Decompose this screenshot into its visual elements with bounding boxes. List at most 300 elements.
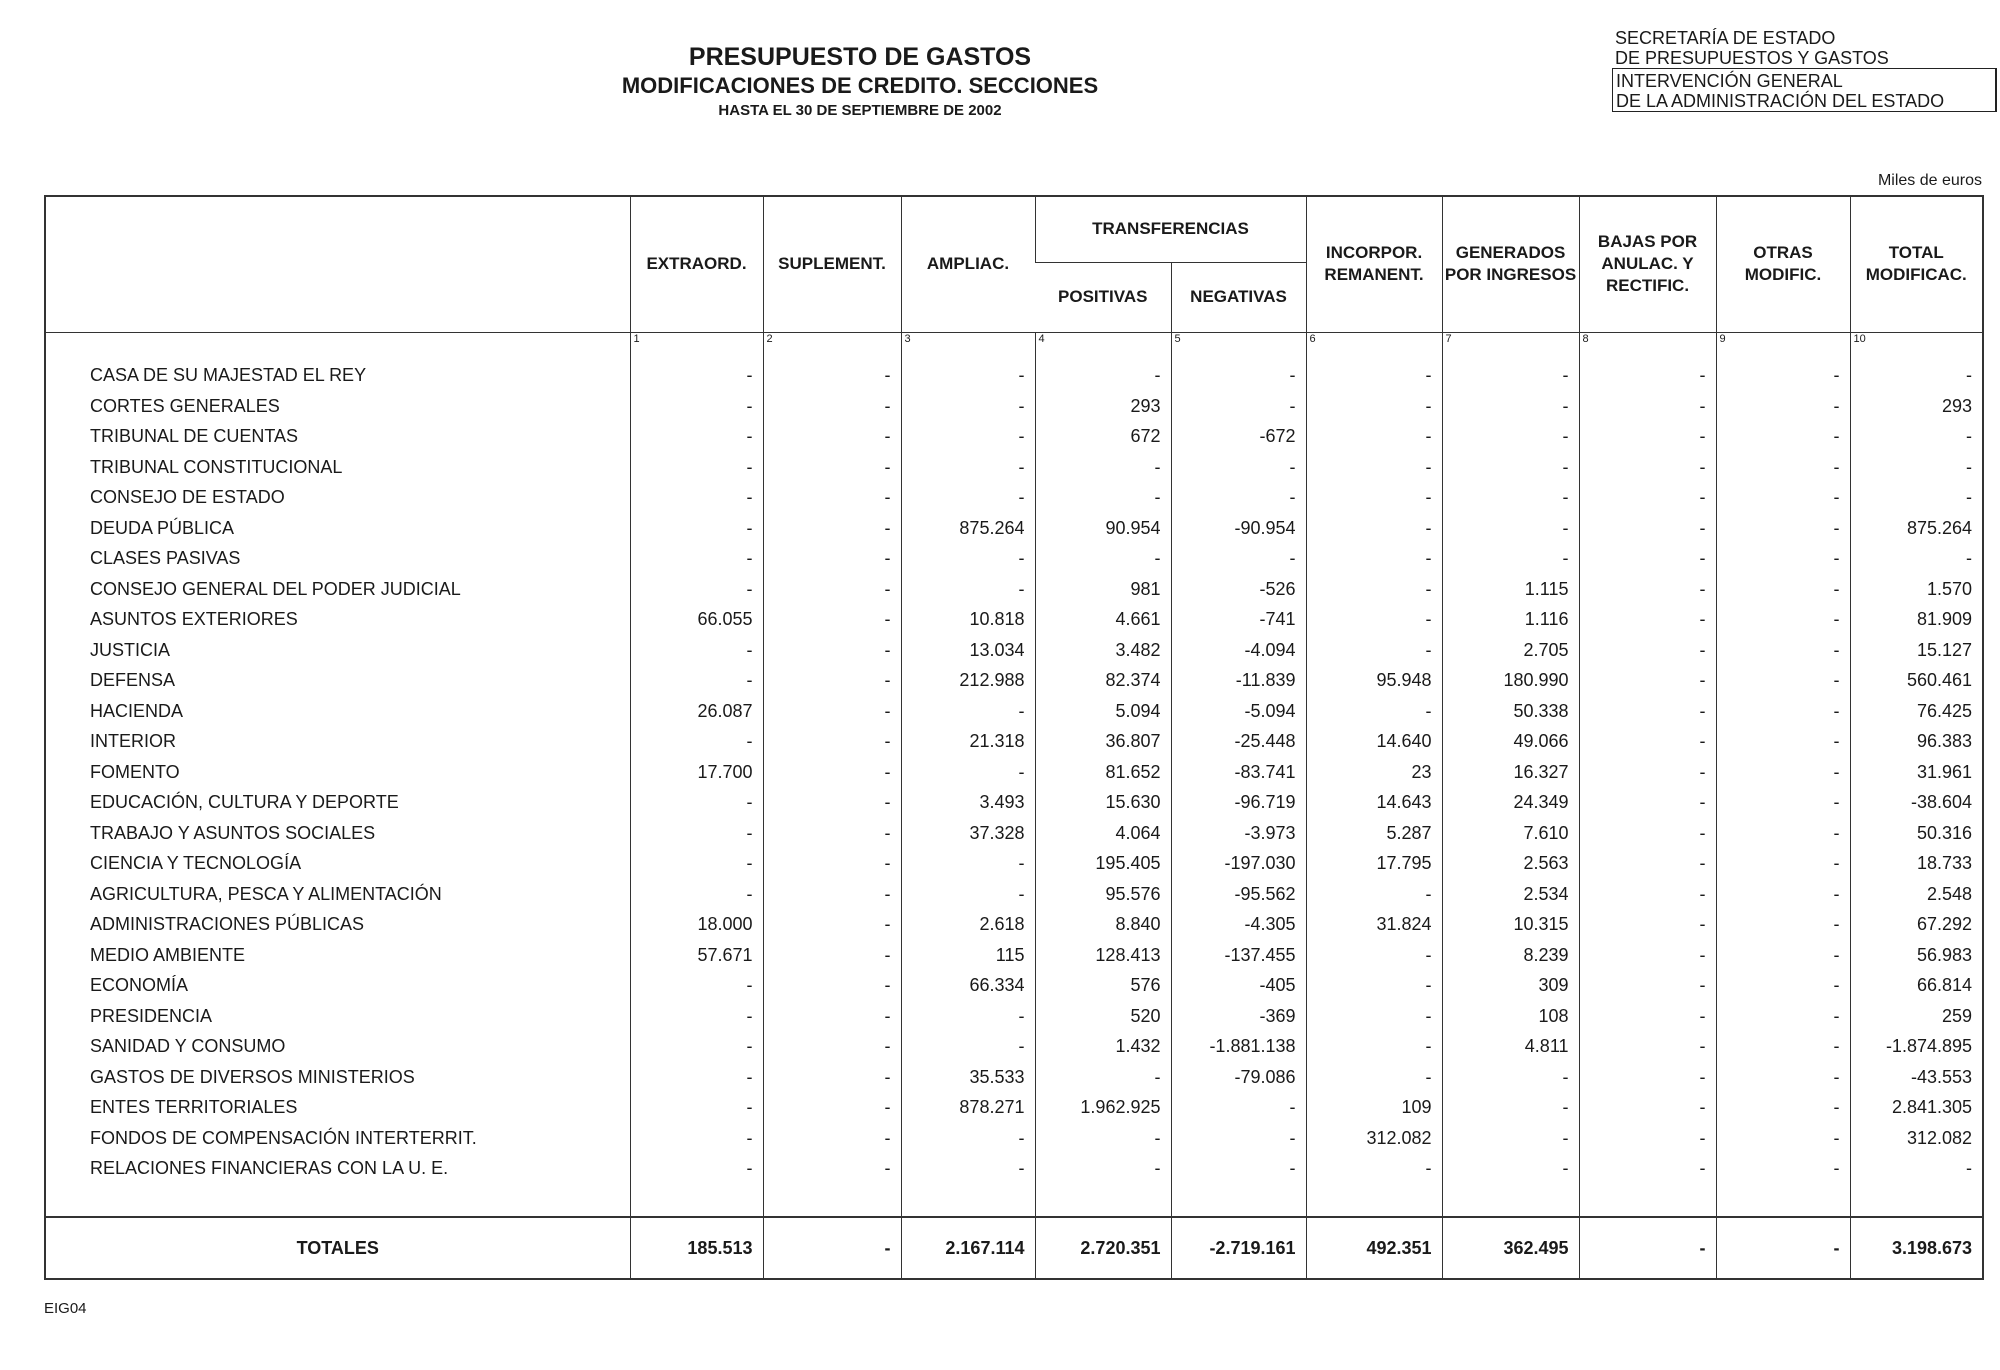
value-cell: -: [763, 1001, 901, 1032]
value-cell: 82.374: [1035, 666, 1171, 697]
value-cell: 878.271: [901, 1093, 1035, 1124]
value-cell: -: [1579, 849, 1716, 880]
column-number: 4: [1035, 332, 1171, 361]
value-cell: -197.030: [1171, 849, 1306, 880]
value-cell: -: [630, 1123, 763, 1154]
value-cell: -: [1716, 971, 1850, 1002]
value-cell: -: [1442, 1062, 1579, 1093]
value-cell: -: [901, 1154, 1035, 1185]
value-cell: 4.811: [1442, 1032, 1579, 1063]
value-cell: -: [1716, 666, 1850, 697]
value-cell: -: [630, 544, 763, 575]
agency-line: INTERVENCIÓN GENERAL: [1616, 71, 1843, 91]
table-row: [45, 635, 1983, 666]
value-cell: -3.973: [1171, 818, 1306, 849]
value-cell: -: [1306, 483, 1442, 514]
value-cell: -405: [1171, 971, 1306, 1002]
value-cell: 4.064: [1035, 818, 1171, 849]
col-negativas: NEGATIVAS: [1171, 262, 1306, 332]
table-row: [45, 1154, 1983, 1185]
value-cell: 7.610: [1442, 818, 1579, 849]
value-cell: -: [1716, 849, 1850, 880]
value-cell: -: [1716, 788, 1850, 819]
value-cell: -: [1579, 361, 1716, 392]
col-transferencias: TRANSFERENCIAS: [1035, 196, 1306, 262]
value-cell: -: [901, 483, 1035, 514]
value-cell: -: [1579, 1154, 1716, 1185]
value-cell: 26.087: [630, 696, 763, 727]
table-row: [45, 1123, 1983, 1154]
col-incorpor: INCORPOR. REMANENT.: [1306, 196, 1442, 332]
value-cell: -43.553: [1850, 1062, 1983, 1093]
value-cell: -: [1579, 727, 1716, 758]
value-cell: 14.640: [1306, 727, 1442, 758]
value-cell: 2.841.305: [1850, 1093, 1983, 1124]
value-cell: -: [763, 971, 901, 1002]
table-row: [45, 849, 1983, 880]
value-cell: -: [901, 391, 1035, 422]
value-cell: 672: [1035, 422, 1171, 453]
value-cell: -: [763, 422, 901, 453]
value-cell: -: [1306, 696, 1442, 727]
row-label: TRIBUNAL DE CUENTAS: [90, 426, 299, 447]
value-cell: -: [1850, 544, 1983, 575]
value-cell: -: [1442, 544, 1579, 575]
total-cell: -: [763, 1217, 901, 1279]
table-row: [45, 452, 1983, 483]
value-cell: 76.425: [1850, 696, 1983, 727]
total-cell: 492.351: [1306, 1217, 1442, 1279]
table-row: [45, 483, 1983, 514]
value-cell: -: [763, 1062, 901, 1093]
table-row: [45, 422, 1983, 453]
column-number-row: [45, 332, 1983, 361]
value-cell: -: [1306, 940, 1442, 971]
value-cell: 875.264: [901, 513, 1035, 544]
value-cell: -: [1306, 391, 1442, 422]
value-cell: -: [1716, 757, 1850, 788]
value-cell: -: [1579, 544, 1716, 575]
table-row: [45, 910, 1983, 941]
value-cell: 108: [1442, 1001, 1579, 1032]
row-label: TRIBUNAL CONSTITUCIONAL: [90, 456, 343, 477]
value-cell: -: [763, 483, 901, 514]
budget-table: [44, 195, 1984, 1280]
value-cell: 18.733: [1850, 849, 1983, 880]
row-label: DEUDA PÚBLICA: [90, 517, 235, 538]
table-row: [45, 574, 1983, 605]
value-cell: -: [1579, 910, 1716, 941]
value-cell: -: [1579, 574, 1716, 605]
value-cell: 312.082: [1306, 1123, 1442, 1154]
value-cell: -: [1850, 1154, 1983, 1185]
value-cell: -: [1579, 635, 1716, 666]
totals-label: TOTALES: [45, 1217, 630, 1279]
value-cell: -: [763, 727, 901, 758]
value-cell: -: [630, 849, 763, 880]
value-cell: 66.814: [1850, 971, 1983, 1002]
value-cell: -: [1579, 1032, 1716, 1063]
value-cell: -: [630, 513, 763, 544]
value-cell: -: [1716, 544, 1850, 575]
value-cell: -: [1035, 1123, 1171, 1154]
value-cell: 50.338: [1442, 696, 1579, 727]
col-positivas: POSITIVAS: [1035, 262, 1171, 332]
value-cell: -4.305: [1171, 910, 1306, 941]
value-cell: -: [1579, 513, 1716, 544]
value-cell: 2.705: [1442, 635, 1579, 666]
table-row: [45, 727, 1983, 758]
value-cell: -: [1035, 483, 1171, 514]
value-cell: 50.316: [1850, 818, 1983, 849]
value-cell: 37.328: [901, 818, 1035, 849]
value-cell: 3.482: [1035, 635, 1171, 666]
value-cell: -: [763, 574, 901, 605]
value-cell: -: [1579, 696, 1716, 727]
value-cell: -: [763, 1093, 901, 1124]
value-cell: 31.961: [1850, 757, 1983, 788]
value-cell: 4.661: [1035, 605, 1171, 636]
value-cell: -: [901, 452, 1035, 483]
value-cell: 10.315: [1442, 910, 1579, 941]
value-cell: -: [1579, 1093, 1716, 1124]
col-generados: GENERADOS POR INGRESOS: [1442, 196, 1579, 332]
value-cell: -: [1035, 1154, 1171, 1185]
total-cell: 2.720.351: [1035, 1217, 1171, 1279]
value-cell: -5.094: [1171, 696, 1306, 727]
agency-line: DE LA ADMINISTRACIÓN DEL ESTADO: [1616, 91, 1945, 111]
value-cell: -: [630, 391, 763, 422]
value-cell: -: [1579, 788, 1716, 819]
value-cell: 21.318: [901, 727, 1035, 758]
value-cell: -: [630, 788, 763, 819]
value-cell: -: [1171, 452, 1306, 483]
row-label: TRABAJO Y ASUNTOS SOCIALES: [90, 822, 376, 843]
report-code: EIG04: [44, 1300, 87, 1317]
value-cell: -: [1850, 452, 1983, 483]
total-cell: -: [1716, 1217, 1850, 1279]
total-cell: 185.513: [630, 1217, 763, 1279]
value-cell: -: [630, 1032, 763, 1063]
value-cell: -: [1579, 452, 1716, 483]
table-row: [45, 788, 1983, 819]
value-cell: -: [901, 696, 1035, 727]
value-cell: -: [763, 513, 901, 544]
value-cell: -: [630, 818, 763, 849]
column-number: 7: [1442, 332, 1579, 361]
value-cell: -: [1716, 1093, 1850, 1124]
report-period: HASTA EL 30 DE SEPTIEMBRE DE 2002: [718, 102, 1002, 119]
value-cell: -: [1579, 391, 1716, 422]
value-cell: 5.287: [1306, 818, 1442, 849]
value-cell: -: [763, 696, 901, 727]
value-cell: -: [901, 574, 1035, 605]
value-cell: -: [901, 361, 1035, 392]
value-cell: -741: [1171, 605, 1306, 636]
table-row: [45, 940, 1983, 971]
row-label: DEFENSA: [90, 670, 176, 691]
value-cell: -: [1579, 666, 1716, 697]
value-cell: -: [1716, 696, 1850, 727]
value-cell: 8.840: [1035, 910, 1171, 941]
value-cell: -: [763, 452, 901, 483]
value-cell: -79.086: [1171, 1062, 1306, 1093]
totals-row: [45, 1217, 1983, 1279]
value-cell: -: [901, 757, 1035, 788]
row-label: CONSEJO DE ESTADO: [90, 487, 285, 508]
value-cell: 18.000: [630, 910, 763, 941]
value-cell: -: [1850, 361, 1983, 392]
value-cell: -: [1716, 1123, 1850, 1154]
value-cell: -: [1716, 818, 1850, 849]
value-cell: 15.630: [1035, 788, 1171, 819]
value-cell: -: [1850, 483, 1983, 514]
value-cell: -: [901, 422, 1035, 453]
value-cell: -: [763, 605, 901, 636]
value-cell: -: [901, 879, 1035, 910]
value-cell: -: [1171, 391, 1306, 422]
value-cell: -: [1579, 1123, 1716, 1154]
value-cell: 309: [1442, 971, 1579, 1002]
value-cell: 520: [1035, 1001, 1171, 1032]
value-cell: -: [763, 391, 901, 422]
row-label: RELACIONES FINANCIERAS CON LA U. E.: [90, 1158, 449, 1179]
value-cell: -: [630, 666, 763, 697]
row-label: MEDIO AMBIENTE: [90, 944, 246, 965]
column-number: 3: [901, 332, 1035, 361]
value-cell: 49.066: [1442, 727, 1579, 758]
row-label: CASA DE SU MAJESTAD EL REY: [90, 365, 367, 386]
value-cell: 1.432: [1035, 1032, 1171, 1063]
table-row: [45, 1093, 1983, 1124]
value-cell: 312.082: [1850, 1123, 1983, 1154]
value-cell: -: [630, 879, 763, 910]
value-cell: 81.909: [1850, 605, 1983, 636]
table-row: [45, 696, 1983, 727]
row-label: ADMINISTRACIONES PÚBLICAS: [90, 914, 365, 935]
value-cell: -: [1579, 483, 1716, 514]
value-cell: 115: [901, 940, 1035, 971]
value-cell: 14.643: [1306, 788, 1442, 819]
value-cell: -: [1442, 452, 1579, 483]
value-cell: -: [1716, 422, 1850, 453]
value-cell: -: [1442, 391, 1579, 422]
value-cell: -: [763, 910, 901, 941]
value-cell: -369: [1171, 1001, 1306, 1032]
value-cell: -: [901, 1001, 1035, 1032]
col-bajas: BAJAS POR ANULAC. Y RECTIFIC.: [1579, 196, 1716, 332]
column-number: 8: [1579, 332, 1716, 361]
col-total: TOTAL MODIFICAC.: [1850, 196, 1983, 332]
value-cell: -: [1579, 940, 1716, 971]
value-cell: -: [1306, 361, 1442, 392]
units-label: Miles de euros: [1877, 172, 1982, 189]
value-cell: -: [763, 849, 901, 880]
value-cell: 90.954: [1035, 513, 1171, 544]
value-cell: -: [901, 1123, 1035, 1154]
total-cell: 2.167.114: [901, 1217, 1035, 1279]
value-cell: -: [763, 1154, 901, 1185]
col-ampliac: AMPLIAC.: [901, 196, 1035, 332]
value-cell: -: [1306, 605, 1442, 636]
row-label: HACIENDA: [90, 700, 184, 721]
report-title: PRESUPUESTO DE GASTOS: [688, 43, 1032, 71]
value-cell: -: [763, 635, 901, 666]
agency-line: DE PRESUPUESTOS Y GASTOS: [1615, 48, 1889, 68]
value-cell: -1.874.895: [1850, 1032, 1983, 1063]
value-cell: -: [630, 422, 763, 453]
value-cell: 2.563: [1442, 849, 1579, 880]
row-label: FOMENTO: [90, 761, 180, 782]
column-number: 6: [1306, 332, 1442, 361]
value-cell: -: [1171, 361, 1306, 392]
row-label: SANIDAD Y CONSUMO: [90, 1036, 286, 1057]
table-row: [45, 513, 1983, 544]
value-cell: 2.534: [1442, 879, 1579, 910]
value-cell: -: [1035, 452, 1171, 483]
value-cell: 1.116: [1442, 605, 1579, 636]
value-cell: 31.824: [1306, 910, 1442, 941]
value-cell: -: [1716, 1001, 1850, 1032]
value-cell: 67.292: [1850, 910, 1983, 941]
value-cell: -: [763, 788, 901, 819]
value-cell: 180.990: [1442, 666, 1579, 697]
value-cell: -: [1035, 1062, 1171, 1093]
value-cell: 560.461: [1850, 666, 1983, 697]
value-cell: -90.954: [1171, 513, 1306, 544]
row-label: ENTES TERRITORIALES: [90, 1097, 298, 1118]
value-cell: -: [1716, 940, 1850, 971]
value-cell: 96.383: [1850, 727, 1983, 758]
value-cell: -: [1306, 544, 1442, 575]
table-row: [45, 666, 1983, 697]
column-number: 9: [1716, 332, 1850, 361]
value-cell: -: [1579, 1062, 1716, 1093]
row-label: EDUCACIÓN, CULTURA Y DEPORTE: [90, 792, 399, 813]
value-cell: -: [1306, 971, 1442, 1002]
col-suplement: SUPLEMENT.: [763, 196, 901, 332]
value-cell: -: [1442, 1154, 1579, 1185]
value-cell: 36.807: [1035, 727, 1171, 758]
total-cell: -: [1579, 1217, 1716, 1279]
value-cell: -: [763, 757, 901, 788]
value-cell: 259: [1850, 1001, 1983, 1032]
row-label: ASUNTOS EXTERIORES: [90, 609, 298, 630]
value-cell: -: [1579, 605, 1716, 636]
report-subtitle: MODIFICACIONES DE CREDITO. SECCIONES: [621, 73, 1099, 98]
value-cell: 128.413: [1035, 940, 1171, 971]
value-cell: -: [630, 1093, 763, 1124]
table-row: [45, 1062, 1983, 1093]
value-cell: -: [1306, 422, 1442, 453]
spacer-row: [45, 1184, 1983, 1217]
value-cell: -: [1442, 361, 1579, 392]
row-label: JUSTICIA: [90, 639, 171, 660]
table-row: [45, 391, 1983, 422]
value-cell: -: [1716, 391, 1850, 422]
value-cell: -: [1171, 1154, 1306, 1185]
value-cell: -: [763, 361, 901, 392]
value-cell: -526: [1171, 574, 1306, 605]
value-cell: -: [1850, 422, 1983, 453]
value-cell: -38.604: [1850, 788, 1983, 819]
value-cell: 17.700: [630, 757, 763, 788]
value-cell: 293: [1850, 391, 1983, 422]
row-label: INTERIOR: [90, 731, 177, 752]
row-label: PRESIDENCIA: [90, 1005, 213, 1026]
value-cell: 875.264: [1850, 513, 1983, 544]
col-otras: OTRAS MODIFIC.: [1716, 196, 1850, 332]
total-cell: 362.495: [1442, 1217, 1579, 1279]
value-cell: 5.094: [1035, 696, 1171, 727]
table-row: [45, 1001, 1983, 1032]
table-row: [45, 361, 1983, 392]
value-cell: -: [763, 1032, 901, 1063]
value-cell: 24.349: [1442, 788, 1579, 819]
row-label: AGRICULTURA, PESCA Y ALIMENTACIÓN: [90, 883, 442, 904]
value-cell: -: [763, 879, 901, 910]
value-cell: 10.818: [901, 605, 1035, 636]
total-cell: 3.198.673: [1850, 1217, 1983, 1279]
value-cell: 576: [1035, 971, 1171, 1002]
column-number: 2: [763, 332, 901, 361]
value-cell: -: [901, 544, 1035, 575]
value-cell: 13.034: [901, 635, 1035, 666]
table-row: [45, 757, 1983, 788]
value-cell: -: [1442, 422, 1579, 453]
row-label: CLASES PASIVAS: [90, 548, 241, 569]
label-column-header: [45, 196, 630, 332]
row-label: CIENCIA Y TECNOLOGÍA: [90, 853, 302, 874]
value-cell: -672: [1171, 422, 1306, 453]
value-cell: 81.652: [1035, 757, 1171, 788]
value-cell: -: [1579, 757, 1716, 788]
row-label: ECONOMÍA: [90, 975, 189, 996]
value-cell: -: [1171, 544, 1306, 575]
value-cell: -: [763, 1123, 901, 1154]
value-cell: -: [1716, 605, 1850, 636]
value-cell: -: [1442, 1093, 1579, 1124]
agency-box: [1612, 68, 1997, 112]
value-cell: 109: [1306, 1093, 1442, 1124]
value-cell: 1.962.925: [1035, 1093, 1171, 1124]
value-cell: -: [1579, 422, 1716, 453]
value-cell: 57.671: [630, 940, 763, 971]
column-number: 5: [1171, 332, 1306, 361]
value-cell: -: [1306, 635, 1442, 666]
value-cell: -: [1716, 727, 1850, 758]
col-extraord: EXTRAORD.: [630, 196, 763, 332]
value-cell: -96.719: [1171, 788, 1306, 819]
table-row: [45, 879, 1983, 910]
value-cell: 15.127: [1850, 635, 1983, 666]
value-cell: -: [1306, 452, 1442, 483]
table-body: [45, 361, 1983, 1185]
value-cell: -: [1579, 818, 1716, 849]
value-cell: 2.618: [901, 910, 1035, 941]
table-row: [45, 818, 1983, 849]
value-cell: -95.562: [1171, 879, 1306, 910]
total-cell: -2.719.161: [1171, 1217, 1306, 1279]
value-cell: -: [1306, 574, 1442, 605]
value-cell: -: [630, 483, 763, 514]
value-cell: 3.493: [901, 788, 1035, 819]
value-cell: -: [1716, 879, 1850, 910]
value-cell: 1.570: [1850, 574, 1983, 605]
table-row: [45, 605, 1983, 636]
value-cell: -11.839: [1171, 666, 1306, 697]
row-label: FONDOS DE COMPENSACIÓN INTERTERRIT.: [90, 1127, 477, 1148]
